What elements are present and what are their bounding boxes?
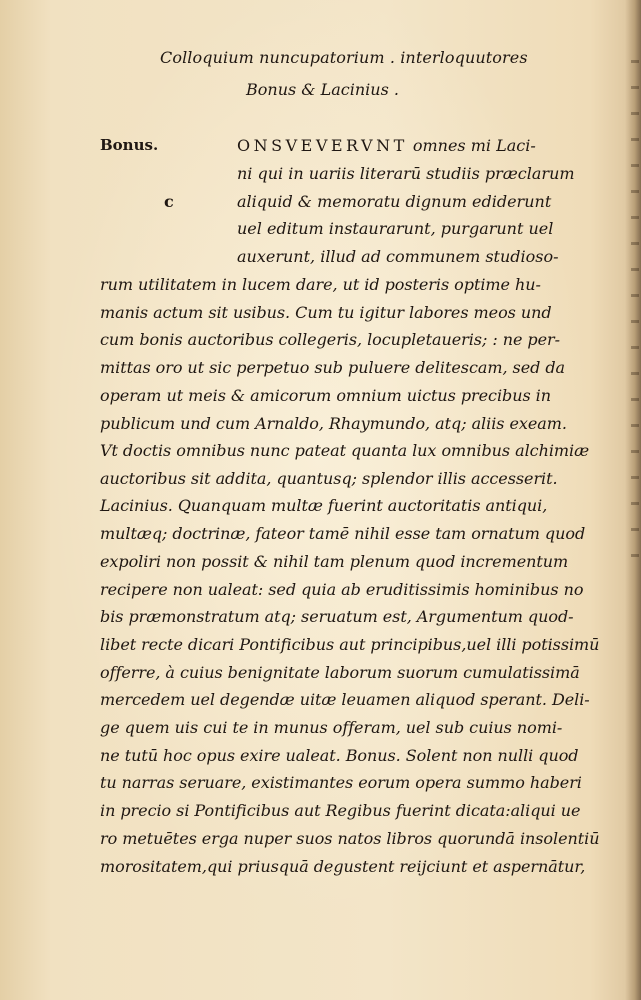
opening-capitals: ONSVEVERVNT xyxy=(237,136,408,155)
marginal-letter: c xyxy=(164,192,174,211)
text-line: ro metuētes erga nuper suos natos libros quorundā insolentiū xyxy=(100,829,600,848)
text-line: manis actum sit usibus. Cum tu igitur labores meos und xyxy=(100,303,552,322)
text-line: tu narras seruare, existimantes eorum opera summo haberi xyxy=(100,773,582,792)
text-line: mercedem uel degendæ uitæ leuamen aliquod sperant. Deli- xyxy=(100,690,590,709)
text-line: publicum und cum Arnaldo, Rhaymundo, atq; aliis exeam. xyxy=(100,414,567,433)
page-edge-marks xyxy=(631,60,639,580)
text-line: recipere non ualeat: sed quia ab eruditissimis hominibus no xyxy=(100,580,584,599)
text-line: morositatem,qui priusquā degustent reijciunt et aspernātur, xyxy=(100,857,586,876)
text-line: uel editum instaurarunt, purgarunt uel xyxy=(237,219,554,238)
opening-line xyxy=(237,136,536,155)
text-line: mittas oro ut sic perpetuo sub puluere delitescam, sed da xyxy=(100,358,566,377)
speaker-label-bonus: Bonus. xyxy=(100,136,159,154)
text-line: Vt doctis omnibus nunc pateat quanta lux omnibus alchimiæ xyxy=(100,441,590,460)
text-line: ne tutū hoc opus exire ualeat. Bonus. Solent non nulli quod xyxy=(100,746,579,765)
text-line: bis præmonstratum atq; seruatum est, Argumentum quod- xyxy=(100,607,574,626)
text-line: rum utilitatem in lucem dare, ut id posteris optime hu- xyxy=(100,275,541,294)
text-line: cum bonis auctoribus collegeris, locupletaueris; : ne per- xyxy=(100,330,560,349)
text-line: auctoribus sit addita, quantusq; splendor illis accesserit. xyxy=(100,469,558,488)
text-line: aliquid & memoratu dignum ediderunt xyxy=(237,192,552,211)
running-header-speakers: Bonus & Lacinius . xyxy=(246,80,399,99)
text-line: operam ut meis & amicorum omnium uictus precibus in xyxy=(100,386,551,405)
text-line: offerre, à cuius benignitate laborum suorum cumulatissimā xyxy=(100,663,580,682)
opening-rest: omnes mi Laci- xyxy=(407,136,536,155)
text-line: ni qui in uariis literarū studiis præclarum xyxy=(237,164,575,183)
text-line: libet recte dicari Pontificibus aut principibus,uel illi potissimū xyxy=(100,635,600,654)
running-header-title: Colloquium nuncupatorium . interloquutores xyxy=(160,48,528,67)
text-line: ge quem uis cui te in munus offeram, uel sub cuius nomi- xyxy=(100,718,563,737)
text-line: multæq; doctrinæ, fateor tamē nihil esse tam ornatum quod xyxy=(100,524,586,543)
text-line: auxerunt, illud ad communem studioso- xyxy=(237,247,559,266)
text-line: expoliri non possit & nihil tam plenum quod incrementum xyxy=(100,552,569,571)
text-line: Lacinius. Quanquam multæ fuerint auctoritatis antiqui, xyxy=(100,496,548,515)
text-line: in precio si Pontificibus aut Regibus fuerint dicata:aliqui ue xyxy=(100,801,581,820)
